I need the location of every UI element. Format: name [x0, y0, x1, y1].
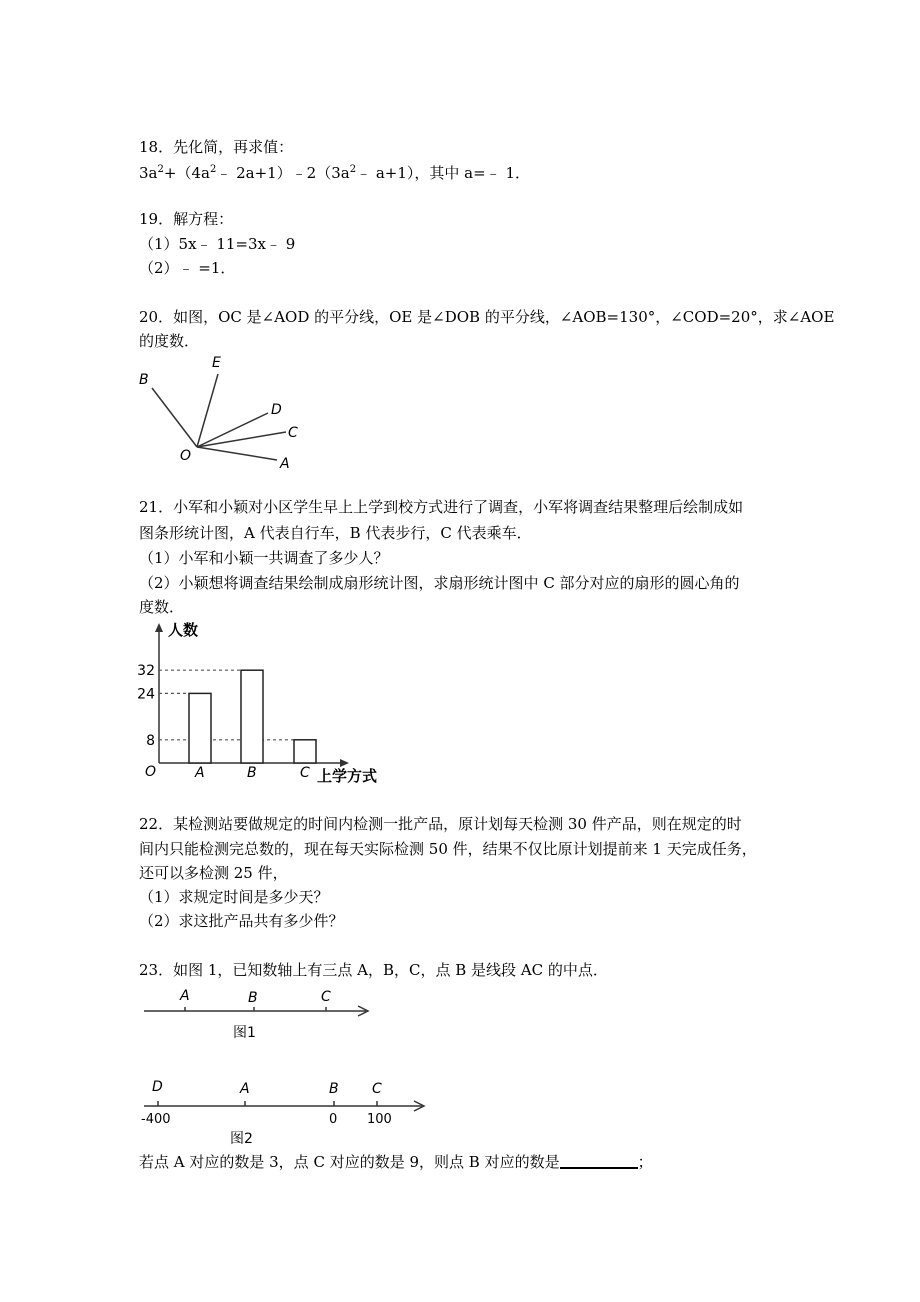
y-tick-label-32: 32	[137, 663, 155, 680]
number-line-fig2	[138, 1073, 438, 1145]
q23-question-post: ；	[637, 1153, 653, 1171]
fig2-num-0: 0	[329, 1112, 338, 1127]
bar-chart	[135, 615, 405, 790]
q19-part2: （2）﹣ =1．	[139, 259, 236, 277]
y-tick-label-8: 8	[146, 732, 155, 749]
fig2-num-100: 100	[367, 1112, 392, 1127]
q21-part2b: 度数．	[139, 598, 185, 616]
q22-part2: （2）求这批产品共有多少件？	[139, 912, 344, 930]
q19-part1: （1）5x﹣ 11=3x﹣ 9	[139, 235, 296, 253]
x-tick-label-C: C	[300, 765, 310, 781]
label-A: A	[280, 456, 290, 472]
q23-line1: 23．如图 1，已知数轴上有三点 A，B，C，点 B 是线段 AC 的中点．	[139, 961, 608, 979]
q21-part2a: （2）小颖想将调查结果绘制成扇形统计图，求扇形统计图中 C 部分对应的扇形的圆心角的	[139, 574, 740, 592]
ray-OA	[197, 447, 277, 460]
fig2-label-A: A	[240, 1081, 250, 1097]
y-axis-label: 人数	[168, 621, 199, 639]
label-B: B	[139, 372, 149, 388]
q20-line1: 20．如图，OC 是∠AOD 的平分线，OE 是∠DOB 的平分线，∠AOB=130°，∠COD=20°，求∠AOE	[139, 308, 835, 326]
x-axis-label: 上学方式	[317, 767, 378, 785]
x-tick-label-B: B	[247, 765, 257, 781]
fig1-label-C: C	[321, 989, 331, 1005]
q21-line2: 图条形统计图，A 代表自行车，B 代表步行，C 代表乘车．	[139, 524, 532, 542]
number-line-fig1	[140, 985, 380, 1045]
ray-OE	[197, 374, 218, 447]
angle-figure	[130, 350, 310, 475]
q21-part1: （1）小军和小颖一共调查了多少人？	[139, 549, 389, 567]
y-axis-arrow	[155, 623, 163, 632]
fig1-caption: 图1	[233, 1025, 256, 1041]
q22-part1: （1）求规定时间是多少天？	[139, 888, 329, 906]
ray-OB	[152, 388, 197, 447]
y-tick-label-24: 24	[137, 686, 155, 703]
bar-C	[294, 740, 316, 763]
q18-expression	[139, 163, 530, 183]
fig1-label-A: A	[180, 988, 190, 1004]
ray-OC	[197, 432, 286, 447]
q20-line2: 的度数．	[139, 332, 200, 350]
fig1-label-B: B	[248, 990, 258, 1006]
origin-label: O	[145, 764, 157, 780]
q22-line3: 还可以多检测 25 件，	[139, 864, 288, 882]
label-O: O	[180, 448, 192, 464]
q21-line1: 21．小军和小颖对小区学生早上上学到校方式进行了调查，小军将调查结果整理后绘制成如	[139, 498, 744, 516]
q19-title: 19．解方程：	[139, 210, 234, 228]
bar-A	[189, 693, 211, 763]
bar-B	[241, 670, 263, 763]
q23-question	[139, 1152, 653, 1172]
fig2-caption: 图2	[230, 1131, 253, 1147]
q22-line2: 间内只能检测完总数的，现在每天实际检测 50 件，结果不仅比原计划提前来 1 天完成任务，	[139, 840, 757, 858]
q18-sup1: 2	[157, 164, 164, 175]
label-D: D	[271, 402, 282, 418]
label-C: C	[288, 425, 298, 441]
q18-expr-mid1: +（4a	[163, 164, 210, 182]
q18-title: 18．先化简，再求值：	[139, 138, 294, 156]
q18-expr-mid2: ﹣ 2a+1）﹣2（3a	[216, 164, 350, 182]
q18-sup3: 2	[349, 164, 357, 175]
answer-blank[interactable]	[560, 1153, 638, 1169]
q18-expr-post: ﹣ a+1），其中 a=﹣ 1．	[356, 164, 531, 182]
q23-question-pre: 若点 A 对应的数是 3，点 C 对应的数是 9，则点 B 对应的数是	[139, 1153, 560, 1171]
fig2-num-minus400: -400	[141, 1112, 171, 1127]
fig2-label-C: C	[372, 1081, 382, 1097]
q18-sup2: 2	[209, 164, 217, 175]
fig2-label-B: B	[329, 1081, 339, 1097]
x-tick-label-A: A	[195, 765, 205, 781]
q22-line1: 22．某检测站要做规定的时间内检测一批产品，原计划每天检测 30 件产品，则在规定的时	[139, 815, 742, 833]
q18-expr-pre: 3a	[139, 164, 158, 182]
fig2-label-D: D	[152, 1079, 163, 1095]
label-E: E	[212, 355, 221, 371]
x-axis-arrow	[340, 759, 349, 767]
ray-OD	[197, 413, 268, 447]
